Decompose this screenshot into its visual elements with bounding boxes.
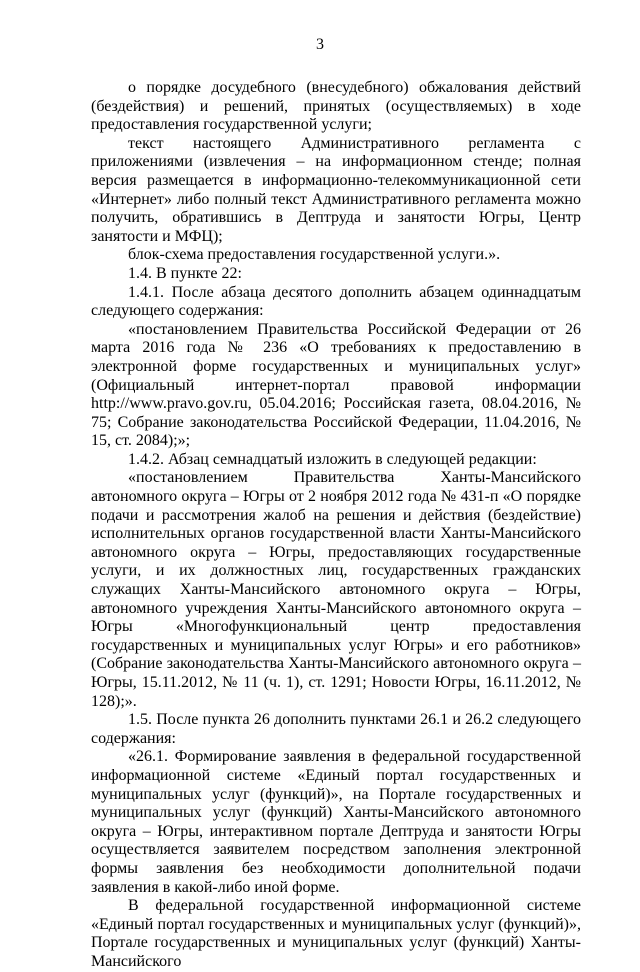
page-number: 3 (316, 36, 324, 53)
paragraph-appeal-procedure: о порядке досудебного (внесудебного) обжалования действий (бездействия) и решений, принятых (осуществляемых) в ходе предоставления государственной услуги; (91, 79, 581, 134)
paragraph-item-1-4-2: 1.4.2. Абзац семнадцатый изложить в следующей редакции: (128, 450, 537, 468)
document-body (91, 79, 581, 972)
paragraph-flowchart: блок-схема предоставления государственной услуги.». (128, 246, 501, 264)
paragraph-item-1-4-1: 1.4.1. После абзаца десятого дополнить абзацем одиннадцатым следующего содержания: (91, 283, 581, 320)
paragraph-item-1-5: 1.5. После пункта 26 дополнить пунктами 26.1 и 26.2 следующего содержания: (91, 711, 581, 747)
paragraph-decree-236: «постановлением Правительства Российской Федерации от 26 марта 2016 года № 236 «О требованиях к предоставлению в электронной форме государственных и муниципальных услуг» (Официальный интернет-портал правовой информации http://www.pravo.gov.ru, 05.04.2016; Российская газета, 08.04.2016, № 75; Собрание законодательства Российской Федерации, 11.04.2016, № 15, ст. 2084);»; (91, 320, 581, 450)
paragraph-regulation-text: текст настоящего Административного регламента с приложениями (извлечения – на информационном стенде; полная версия размещается в информационно-телекоммуникационной сети «Интернет» либо полный текст Административного регламента можно получить, обратившись в Дептруда и занятости Югры, Центр занятости и МФЦ); (91, 134, 581, 245)
paragraph-decree-431p: «постановлением Правительства Ханты-Мансийского автономного округа – Югры от 2 ноября 2012 года № 431-п «О порядке подачи и рассмотрения жалоб на решения и действия (бездействие) исполнительных органов государственной власти Ханты-Мансийского автономного округа – Югры, предоставляющих государственные услуги, и их должностных лиц, государственных гражданских служащих Ханты-Мансийского автономного округа – Югры, автономного учреждения Ханты-Мансийского автономного округа – Югры «Многофункциональный центр предоставления государственных и муниципальных услуг Югры» и его работников» (Собрание законодательства Ханты-Мансийского автономного округа – Югры, 15.11.2012, № 11 (ч. 1), ст. 1291; Новости Югры, 16.11.2012, № 128);». (91, 469, 581, 710)
paragraph-federal-system: В федеральной государственной информационной системе «Единый портал государственных и муниципальных услуг (функций)», Портале государственных и муниципальных услуг (функций) Ханты-Мансийского (91, 897, 581, 970)
paragraph-item-26-1: «26.1. Формирование заявления в федеральной государственной информационной системе «Единый портал государственных и муниципальных услуг (функций)», на Портале государственных и муниципальных услуг (функций) Ханты-Мансийского автономного округа – Югры, интерактивном портале Дептруда и занятости Югры осуществляется заявителем посредством заполнения электронной формы заявления без необходимости дополнительной подачи заявления в какой-либо иной форме. (91, 748, 581, 896)
paragraph-item-1-4: 1.4. В пункте 22: (128, 264, 242, 282)
